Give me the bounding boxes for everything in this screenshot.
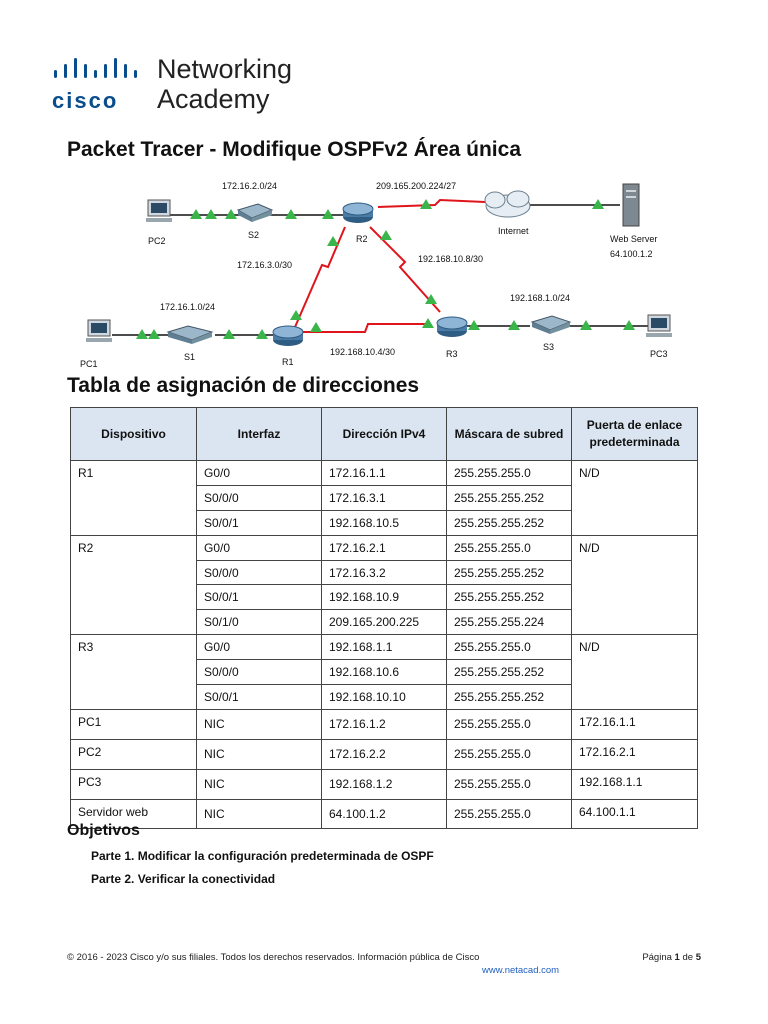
- label-web-server: Web Server: [610, 234, 658, 244]
- interface-cell: NIC: [197, 769, 322, 799]
- gateway-cell: N/D: [572, 461, 698, 536]
- web-server-icon: [623, 184, 639, 226]
- interface-cell: S0/0/0: [197, 485, 322, 510]
- interface-cell: G0/0: [197, 635, 322, 660]
- mask-cell: 255.255.255.252: [447, 685, 572, 710]
- logo-networking: Networking: [157, 54, 293, 84]
- mask-cell: 255.255.255.252: [447, 485, 572, 510]
- addressing-table: [70, 407, 698, 829]
- label-r3: R3: [446, 349, 458, 359]
- mask-cell: 255.255.255.0: [447, 535, 572, 560]
- label-net-192-168-10-8: 192.168.10.8/30: [418, 254, 484, 264]
- ipv4-cell: 172.16.2.2: [322, 739, 447, 769]
- label-s1: S1: [184, 352, 196, 362]
- router-r1-icon: [273, 326, 303, 346]
- mask-cell: 255.255.255.0: [447, 769, 572, 799]
- logo-academy: Academy: [157, 84, 270, 114]
- mask-cell: 255.255.255.224: [447, 610, 572, 635]
- internet-cloud-icon: [485, 191, 530, 217]
- label-web-ip: 64.100.1.2: [610, 249, 653, 259]
- link-status-indicators: [136, 199, 635, 339]
- ipv4-cell: 172.16.1.1: [322, 461, 447, 486]
- ipv4-cell: 64.100.1.2: [322, 799, 447, 829]
- switch-s3-icon: [532, 316, 570, 334]
- page-title: Packet Tracer - Modifique OSPFv2 Área única: [67, 138, 521, 161]
- ipv4-cell: 192.168.10.6: [322, 660, 447, 685]
- router-r2-icon: [343, 203, 373, 223]
- label-s3: S3: [543, 342, 555, 352]
- page-sep: de: [679, 952, 696, 963]
- ipv4-cell: 172.16.2.1: [322, 535, 447, 560]
- label-r2: R2: [356, 234, 368, 244]
- mask-cell: 255.255.255.252: [447, 510, 572, 535]
- network-topology-diagram: [60, 172, 710, 372]
- gateway-cell: N/D: [572, 635, 698, 710]
- ipv4-cell: 192.168.10.10: [322, 685, 447, 710]
- gateway-cell: N/D: [572, 535, 698, 635]
- mask-cell: 255.255.255.0: [447, 461, 572, 486]
- ipv4-cell: 209.165.200.225: [322, 610, 447, 635]
- table-row: [71, 799, 698, 829]
- mask-cell: 255.255.255.252: [447, 660, 572, 685]
- header-ipv4: Dirección IPv4: [322, 408, 447, 461]
- table-header-row: [71, 408, 698, 461]
- ipv4-cell: 192.168.1.1: [322, 635, 447, 660]
- header-device: Dispositivo: [71, 408, 197, 461]
- device-cell: Servidor web: [71, 799, 197, 829]
- label-pc1: PC1: [80, 359, 98, 369]
- header-interface: Interfaz: [197, 408, 322, 461]
- label-internet: Internet: [498, 226, 529, 236]
- table-row: [71, 461, 698, 486]
- mask-cell: 255.255.255.0: [447, 799, 572, 829]
- switch-s2-icon: [238, 204, 272, 222]
- pc3-icon: [646, 315, 672, 337]
- cisco-bars-icon: [52, 58, 148, 84]
- device-cell: R2: [71, 535, 197, 635]
- label-net-172-16-2: 172.16.2.0/24: [222, 181, 278, 191]
- device-cell: PC1: [71, 709, 197, 739]
- page-total: 5: [695, 952, 701, 963]
- mask-cell: 255.255.255.252: [447, 560, 572, 585]
- label-net-172-16-1: 172.16.1.0/24: [160, 302, 216, 312]
- table-row: [71, 635, 698, 660]
- label-r1: R1: [282, 357, 294, 367]
- header-gateway: Puerta de enlace predeterminada: [572, 408, 698, 461]
- ipv4-cell: 172.16.3.1: [322, 485, 447, 510]
- mask-cell: 255.255.255.0: [447, 635, 572, 660]
- ipv4-cell: 192.168.1.2: [322, 769, 447, 799]
- gateway-cell: 172.16.2.1: [572, 739, 698, 769]
- device-cell: R1: [71, 461, 197, 536]
- interface-cell: NIC: [197, 799, 322, 829]
- gateway-cell: 172.16.1.1: [572, 709, 698, 739]
- pc2-icon: [146, 200, 172, 222]
- ethernet-links: [112, 205, 650, 335]
- device-cell: PC3: [71, 769, 197, 799]
- gateway-cell: 192.168.1.1: [572, 769, 698, 799]
- ipv4-cell: 192.168.10.5: [322, 510, 447, 535]
- table-body: [71, 461, 698, 829]
- interface-cell: S0/0/0: [197, 660, 322, 685]
- cisco-networking-academy-logo: [52, 54, 312, 118]
- label-pc2: PC2: [148, 236, 166, 246]
- label-net-192-168-10-4: 192.168.10.4/30: [330, 347, 396, 357]
- label-s2: S2: [248, 230, 260, 240]
- table-row: [71, 709, 698, 739]
- objective-item: Parte 2. Verificar la conectividad: [91, 872, 276, 886]
- page-current: 1: [674, 952, 680, 963]
- device-cell: PC2: [71, 739, 197, 769]
- ipv4-cell: 172.16.1.2: [322, 709, 447, 739]
- pc1-icon: [86, 320, 112, 342]
- objectives-list: [91, 849, 434, 895]
- page-prefix: Página: [642, 952, 675, 963]
- label-net-172-16-3: 172.16.3.0/30: [237, 260, 293, 270]
- interface-cell: NIC: [197, 739, 322, 769]
- interface-cell: S0/0/0: [197, 560, 322, 585]
- netacad-link[interactable]: www.netacad.com: [482, 965, 560, 976]
- label-pc3: PC3: [650, 349, 668, 359]
- copyright-notice: © 2016 - 2023 Cisco y/o sus filiales. Todos los derechos reservados. Información pública de Cisco: [67, 952, 480, 963]
- header-mask: Máscara de subred: [447, 408, 572, 461]
- mask-cell: 255.255.255.0: [447, 739, 572, 769]
- objectives-title: Objetivos: [67, 822, 140, 839]
- addressing-table-title: Tabla de asignación de direcciones: [67, 374, 420, 397]
- interface-cell: G0/0: [197, 461, 322, 486]
- serial-links: [295, 200, 485, 332]
- label-net-192-168-1: 192.168.1.0/24: [510, 293, 571, 303]
- interface-cell: S0/0/1: [197, 585, 322, 610]
- label-net-209: 209.165.200.224/27: [376, 181, 457, 191]
- ipv4-cell: 192.168.10.9: [322, 585, 447, 610]
- interface-cell: S0/1/0: [197, 610, 322, 635]
- interface-cell: G0/0: [197, 535, 322, 560]
- ipv4-cell: 172.16.3.2: [322, 560, 447, 585]
- mask-cell: 255.255.255.252: [447, 585, 572, 610]
- interface-cell: S0/0/1: [197, 685, 322, 710]
- device-cell: R3: [71, 635, 197, 710]
- page-number: [642, 952, 701, 963]
- table-row: [71, 739, 698, 769]
- mask-cell: 255.255.255.0: [447, 709, 572, 739]
- objective-item: Parte 1. Modificar la configuración predeterminada de OSPF: [91, 849, 434, 863]
- router-r3-icon: [437, 317, 467, 337]
- gateway-cell: 64.100.1.1: [572, 799, 698, 829]
- interface-cell: NIC: [197, 709, 322, 739]
- table-row: [71, 769, 698, 799]
- cisco-wordmark: cisco: [52, 88, 119, 113]
- table-row: [71, 535, 698, 560]
- switch-s1-icon: [168, 326, 212, 344]
- interface-cell: S0/0/1: [197, 510, 322, 535]
